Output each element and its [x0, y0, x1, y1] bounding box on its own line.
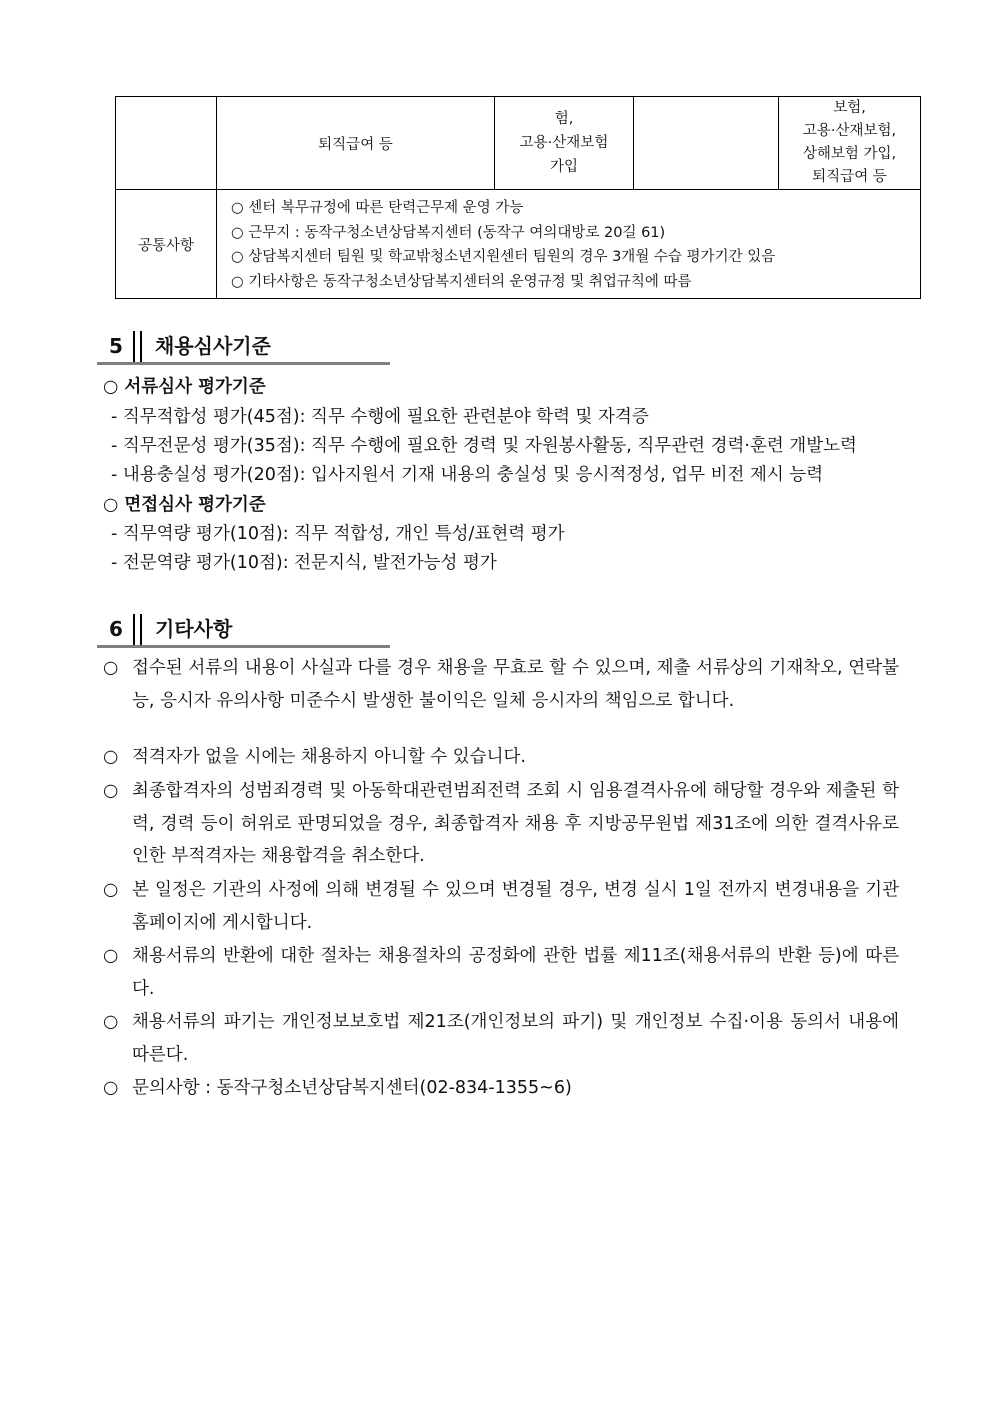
notice-item — [103, 1072, 899, 1105]
section-divider — [133, 331, 135, 362]
common-item: ○ 상담복지센터 팀원 및 학교밖청소년지원센터 팀원의 경우 3개월 수습 평가기간 있음 — [231, 249, 776, 265]
cell-line: 상해보험 가입, — [802, 146, 897, 162]
cell-line: 보험, — [833, 100, 866, 116]
cell-line: 퇴직급여 등 — [812, 169, 887, 185]
common-items-cell — [217, 190, 921, 299]
bullet-circle: ○ — [103, 658, 119, 678]
bullet-circle: ○ — [103, 781, 119, 801]
notice-item — [103, 741, 899, 774]
common-label: 공통사항 — [116, 190, 217, 299]
section-divider — [140, 614, 142, 645]
bullet-circle: ○ — [103, 880, 119, 900]
common-item: ○ 기타사항은 동작구청소년상담복지센터의 운영규정 및 취업규칙에 따름 — [231, 273, 692, 290]
notice-item — [103, 652, 899, 717]
cell-line: 고용·산재보험, — [802, 123, 897, 139]
cell-line: 고용·산재보험 — [519, 135, 609, 151]
common-item: ○ 센터 복무규정에 따른 탄력근무제 운영 가능 — [231, 200, 524, 216]
interview-heading: ○ 면접심사 평가기준 — [103, 495, 266, 515]
section-title: 기타사항 — [155, 617, 233, 641]
notice-item — [103, 940, 899, 1005]
section-6-header — [97, 612, 390, 648]
table-cell — [495, 97, 634, 190]
notice-item — [103, 775, 899, 873]
section-number: 6 — [109, 617, 123, 641]
table-cell — [779, 97, 921, 190]
bullet-circle: ○ — [103, 1012, 119, 1032]
bullet-circle: ○ — [103, 1078, 119, 1098]
notice-item — [103, 874, 899, 939]
table-row — [116, 97, 921, 190]
notice-text: 접수된 서류의 내용이 사실과 다를 경우 채용을 무효로 할 수 있으며, 제출 서류상의 기재착오, 연락불능, 응시자 유의사항 미준수시 발생한 불이익은 일체 응시자의 책임으로 합니다. — [132, 658, 899, 711]
criteria-item: - 직무적합성 평가(45점): 직무 수행에 필요한 관련분야 학력 및 자격증 — [111, 407, 649, 427]
criteria-item: - 전문역량 평가(10점): 전문지식, 발전가능성 평가 — [111, 553, 497, 573]
doc-review-heading: ○ 서류심사 평가기준 — [103, 377, 266, 397]
employment-conditions-table — [115, 96, 921, 299]
table-cell-empty — [634, 97, 779, 190]
notice-text: 최종합격자의 성범죄경력 및 아동학대관련범죄전력 조회 시 임용결격사유에 해당할 경우와 제출된 학력, 경력 등이 허위로 판명되었을 경우, 최종합격자 채용 후 지방공무원법 제31조에 의한 결격사유로 인한 부적격자는 채용합격을 취소한다. — [132, 781, 899, 866]
cell-line: 가입 — [549, 159, 578, 175]
criteria-item: - 직무역량 평가(10점): 직무 적합성, 개인 특성/표현력 평가 — [111, 524, 565, 544]
bullet-circle: ○ — [103, 946, 119, 966]
table-cell-empty — [116, 97, 217, 190]
section-divider — [140, 331, 142, 362]
section-number: 5 — [109, 334, 123, 358]
bullet-circle: ○ — [103, 747, 119, 767]
notice-text: 문의사항 : 동작구청소년상담복지센터(02-834-1355~6) — [132, 1078, 572, 1098]
notice-text: 채용서류의 반환에 대한 절차는 채용절차의 공정화에 관한 법률 제11조(채용서류의 반환 등)에 따른다. — [132, 946, 899, 999]
section-underline — [97, 645, 390, 648]
cell-line: 험, — [554, 111, 574, 127]
common-item: ○ 근무지 : 동작구청소년상담복지센터 (동작구 여의대방로 20길 61) — [231, 224, 666, 241]
section-divider — [133, 614, 135, 645]
notice-text: 본 일정은 기관의 사정에 의해 변경될 수 있으며 변경될 경우, 변경 실시 1일 전까지 변경내용을 기관 홈페이지에 게시합니다. — [132, 880, 899, 933]
notice-item — [103, 1006, 899, 1071]
table-cell: 퇴직급여 등 — [217, 97, 495, 190]
notice-text: 적격자가 없을 시에는 채용하지 아니할 수 있습니다. — [132, 747, 526, 767]
section-underline — [97, 362, 390, 365]
criteria-item: - 직무전문성 평가(35점): 직무 수행에 필요한 경력 및 자원봉사활동, 직무관련 경력·훈련 개발노력 — [111, 436, 857, 456]
criteria-item: - 내용충실성 평가(20점): 입사지원서 기재 내용의 충실성 및 응시적정성, 업무 비전 제시 능력 — [111, 465, 824, 485]
section-title: 채용심사기준 — [155, 334, 271, 358]
section-5-header — [97, 329, 390, 365]
notice-text: 채용서류의 파기는 개인정보보호법 제21조(개인정보의 파기) 및 개인정보 수집·이용 동의서 내용에 따른다. — [132, 1012, 899, 1065]
table-row — [116, 190, 921, 299]
